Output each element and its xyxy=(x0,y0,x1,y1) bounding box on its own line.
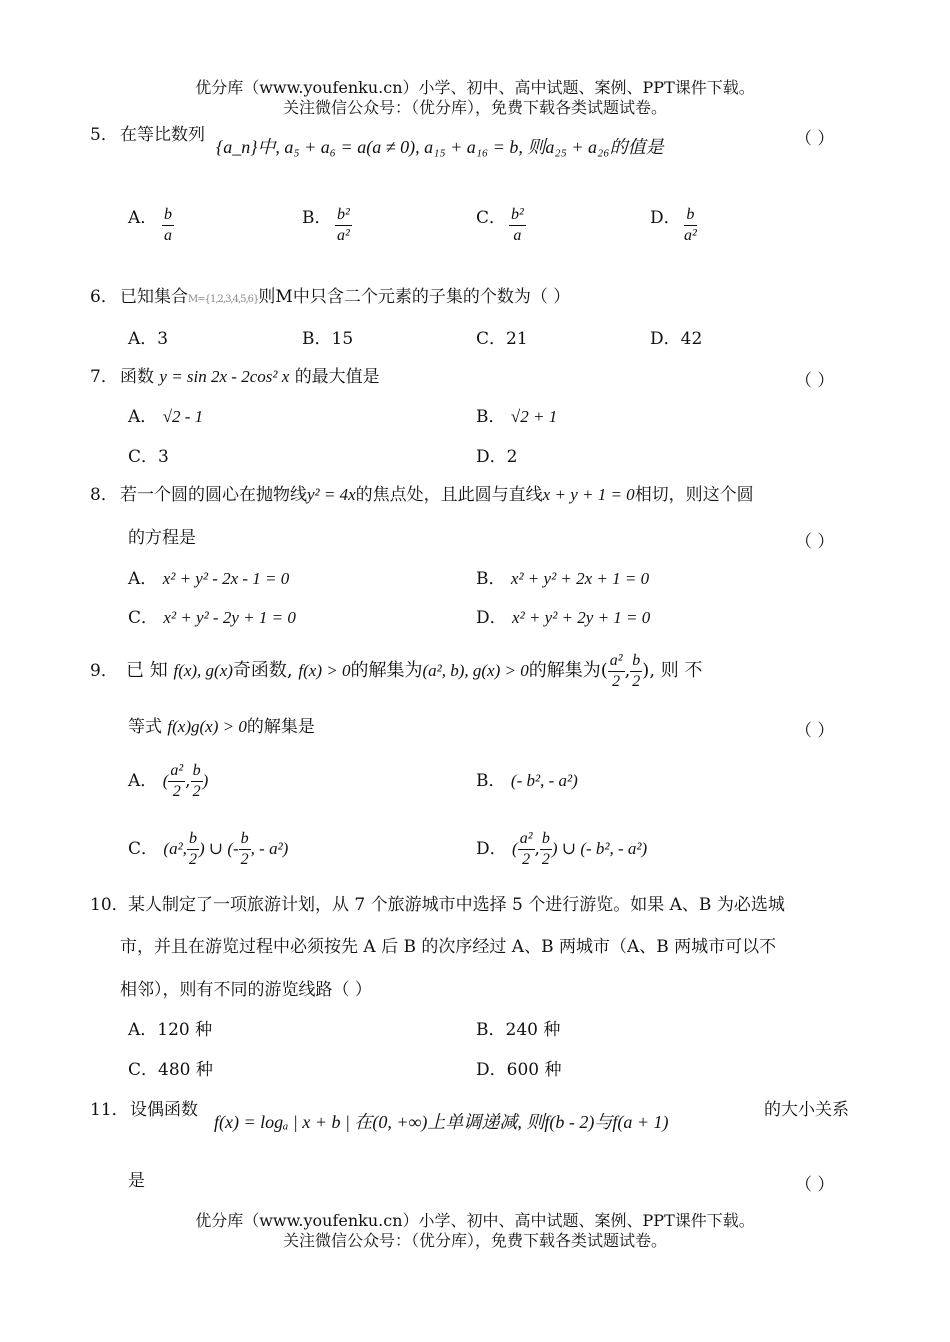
q7-option-b: B． √2 + 1 xyxy=(476,407,558,427)
q10-line-1: 某人制定了一项旅游计划，从 7 个旅游城市中选择 5 个进行游览。如果 A、B 为必选城 xyxy=(128,895,785,915)
q5-option-b-label: B． xyxy=(302,208,332,228)
header-line-1: 优分库（www.youfenku.cn）小学、初中、高中试题、案例、PPT课件下载。 xyxy=(195,78,755,97)
q11-stem-b: 的大小关系 xyxy=(764,1100,849,1120)
q6-stem-after: 则M中只含二个元素的子集的个数为（ ） xyxy=(258,287,571,307)
q5-option-a-fraction xyxy=(162,205,174,246)
q5-formula: {a_n}中, a₅ + a₆ = a(a ≠ 0), a₁₅ + a₁₆ = b, 则a₂₅ + a₂₆的值是 xyxy=(216,137,664,157)
q5-option-c-fraction xyxy=(509,205,526,246)
q5-option-b-fraction xyxy=(335,205,352,246)
q5-answer-paren: （ ） xyxy=(795,129,835,149)
q10-option-a: A．120 种 xyxy=(128,1020,213,1040)
q5-option-c-label: C． xyxy=(476,208,507,228)
q5-number: 5． xyxy=(90,125,118,145)
q8-stem-line-2: 的方程是 xyxy=(128,528,196,548)
q9-number: 9． xyxy=(90,661,118,681)
q5-option-a-den: a xyxy=(164,227,172,244)
q8-stem-line-1: 若一个圆的圆心在抛物线y² = 4x的焦点处，且此圆与直线x + y + 1 = 0相切，则这个圆 xyxy=(120,485,754,505)
q6-option-b: B．15 xyxy=(302,329,354,349)
q9-option-a: A． ( $\frac{\text{a²}}{2}$ , $\frac{b}{2}$ ) xyxy=(128,762,209,800)
q9-option-b: B． (- b², - a²) xyxy=(476,771,578,791)
q6-option-c: C．21 xyxy=(476,329,528,349)
q8-option-a: A． x² + y² - 2x - 1 = 0 xyxy=(128,569,290,589)
q8-option-d: D． x² + y² + 2y + 1 = 0 xyxy=(476,608,651,628)
q7-option-d: D．2 xyxy=(476,447,518,467)
q5-option-c-num: b² xyxy=(509,205,526,226)
q7-stem: 函数 y = sin 2x - 2cos² x 的最大值是 xyxy=(120,367,380,387)
q9-stem-line-2: 等式 f(x)g(x) > 0的解集是 xyxy=(128,717,315,737)
q8-line-formula: x + y + 1 = 0 xyxy=(542,485,635,504)
footer-line-2: 关注微信公众号：（优分库），免费下载各类试题试卷。 xyxy=(282,1231,667,1250)
q5-option-a-label: A． xyxy=(128,208,158,228)
q11-line-2: 是 xyxy=(128,1171,145,1191)
q10-number: 10． xyxy=(90,895,129,915)
q9-answer-paren: （ ） xyxy=(795,721,835,741)
q7-formula: y = sin 2x - 2cos² x xyxy=(159,367,290,386)
q5-stem: 在等比数列 xyxy=(120,125,205,145)
q8-option-c: C． x² + y² - 2y + 1 = 0 xyxy=(128,608,296,628)
q5-option-d-num: b xyxy=(684,205,697,226)
q11-number: 11． xyxy=(90,1100,129,1120)
q8-option-b: B． x² + y² + 2x + 1 = 0 xyxy=(476,569,650,589)
q11-formula: f(x) = logₐ | x + b | 在(0, +∞)上单调递减, 则f(b - 2)与f(a + 1) xyxy=(214,1112,669,1132)
q6-option-d: D．42 xyxy=(650,329,703,349)
q8-number: 8． xyxy=(90,485,118,505)
q7-number: 7． xyxy=(90,367,118,387)
q5-option-d-den: a² xyxy=(684,227,697,244)
q10-option-d: D．600 种 xyxy=(476,1060,562,1080)
q10-option-c: C．480 种 xyxy=(128,1060,213,1080)
q7-answer-paren: （ ） xyxy=(795,371,835,391)
q8-answer-paren: （ ） xyxy=(795,532,835,552)
q5-option-a-num: b xyxy=(162,205,174,226)
q5-option-c-den: a xyxy=(513,227,522,244)
q6-number: 6． xyxy=(90,287,118,307)
q11-answer-paren: （ ） xyxy=(795,1175,835,1195)
q5-option-b-num: b² xyxy=(335,205,352,226)
q5-option-b-den: a² xyxy=(337,227,350,244)
q10-option-b: B．240 种 xyxy=(476,1020,561,1040)
q7-option-c: C．3 xyxy=(128,447,169,467)
q6-stem xyxy=(120,286,570,311)
q9-stem-line-1: 已 知 f(x), g(x)奇函数, f(x) > 0的解集为(a², b), g(x) > 0的解集为( $\frac{\text{a²}}{2}$ , $\frac{b}{2}$ ), 则 不 xyxy=(126,651,703,690)
q6-option-a: A．3 xyxy=(128,329,169,349)
q9-option-c: C． (a², $\frac{b}{2}$ ) ∪ (- $\frac{b}{2}$ , - a²) xyxy=(128,830,289,868)
q9-option-d: D． ( $\frac{\text{a²}}{2}$ , $\frac{b}{2}$ ) ∪ (- b², - a²) xyxy=(476,830,648,868)
q11-stem-a: 设偶函数 xyxy=(130,1100,198,1120)
q5-option-d-label: D． xyxy=(650,208,681,228)
q10-line-3: 相邻），则有不同的游览线路（ ） xyxy=(120,980,372,1000)
header-line-2: 关注微信公众号：（优分库），免费下载各类试题试卷。 xyxy=(282,98,667,117)
q6-set-formula: M={1,2,3,4,5,6} xyxy=(188,294,259,305)
q10-line-2: 市，并且在游览过程中必须按先 A 后 B 的次序经过 A、B 两城市（A、B 两城市可以不 xyxy=(120,937,777,957)
footer-line-1: 优分库（www.youfenku.cn）小学、初中、高中试题、案例、PPT课件下载。 xyxy=(195,1211,755,1230)
q5-option-d-fraction xyxy=(684,205,697,246)
q8-parabola-formula: y² = 4x xyxy=(307,485,356,504)
q7-option-a: A． √2 - 1 xyxy=(128,407,204,427)
q6-stem-before: 已知集合 xyxy=(120,287,188,307)
